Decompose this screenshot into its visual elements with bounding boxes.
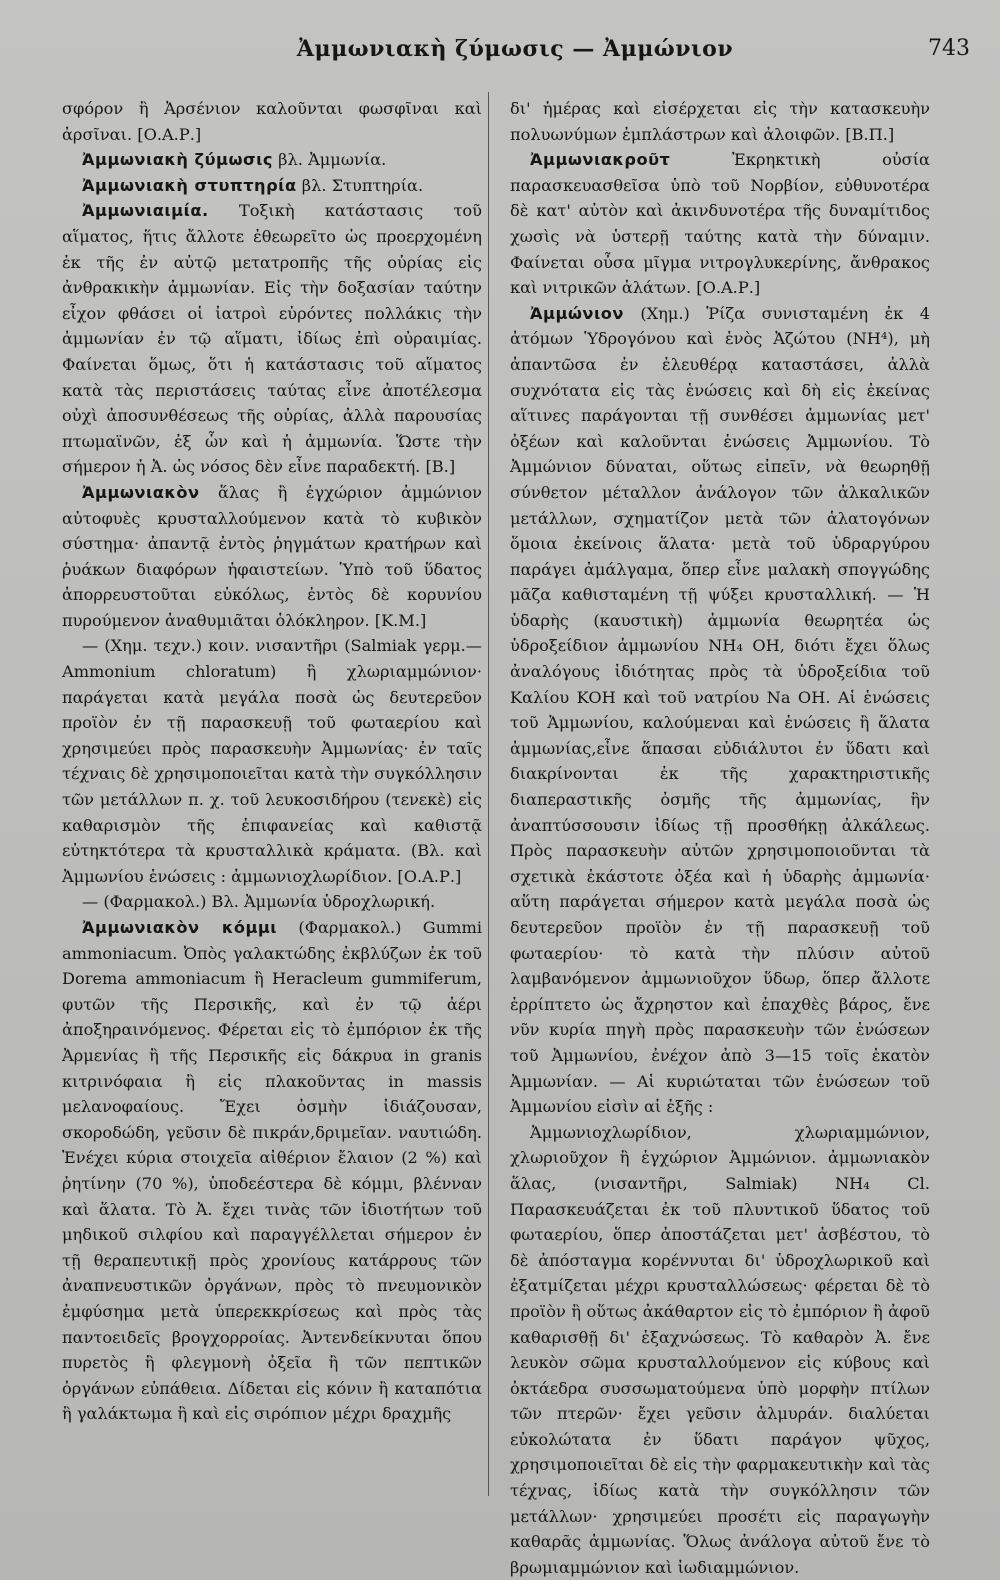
- entry-headword: Ἀμμώνιον: [530, 303, 624, 323]
- entry-paragraph: [62, 198, 482, 480]
- entry-text: Ἐκρηκτικὴ οὐσία παρασκευασθεῖσα ὑπὸ τοῦ Νορβίον, εὐθυνοτέρα δὲ κατ' αὐτὸν καὶ ἀκινδυνοτέρα τῆς δυναμίτιδος χωσὶς νὰ ὑστερῇ ταύτης κατὰ τὴν δύναμιν. Φαίνεται οὖσα μῖγμα νιτρογλυκερίνης, ἄνθρακος καὶ νιτρικῶν ἁλάτων. [Ο.Α.Ρ.]: [510, 150, 930, 298]
- entry-headword: Ἀμμωνιακὸν κόμμι: [82, 918, 278, 937]
- entry-text: ἅλας ἢ ἐγχώριον ἀμμώνιον αὐτοφυὲς κρυσταλλούμενον κατὰ τὸ κυβικὸν σύστημα· ἀπαντᾷ ἐντὸς ῥηγμάτων κρατήρων καὶ ῥυάκων διαφόρων ἡφαιστείων. Ὑπὸ τοῦ ὕδατος ἀπορρευστοῦται εὐκόλως, ἐντὸς δὲ κορυνίου πυρούμενον ἀναθυμιᾶται ὁλόκληρον. [Κ.Μ.]: [62, 482, 482, 630]
- entry-paragraph: [62, 96, 482, 147]
- entry-text: (Χημ.) Ῥίζα συνισταμένη ἐκ 4 ἀτόμων Ὑδρογόνου καὶ ἑνὸς Ἀζώτου (NH⁴), μὴ ἀπαντῶσα ἐν ἐλευθέρᾳ καταστάσει, ἀλλὰ συχνότατα εἰς τὰς ἑνώσεις καὶ δὴ εἰς ἐκείνας αἵτινες παράγονται τῇ συνθέσει ἀμμωνίας μετ' ὀξέων καὶ καλοῦνται ἑνώσεις Ἀμμωνίου. Τὸ Ἀμμώνιον δύναται, οὕτως εἰπεῖν, νὰ θεωρηθῇ σύνθετον μέταλλον ἀνάλογον τῶν ἀλκαλικῶν μετάλλων, σχηματίζον μετὰ τῶν ἁλατογόνων ὅμοια ἐκείνοις ἅλατα· μετὰ τοῦ ὑδραργύρου παράγει ἀμάλγαμα, ὅπερ εἶνε μαλακὴ σπογγώδης μᾶζα καθισταμένη τῇ ψύξει κρυσταλλική. — Ἡ ὑδαρὴς (καυστικὴ) ἀμμωνία θεωρητέα ὡς ὑδροξείδιον ἀμμωνίου NH₄ OH, διότι ἔχει ὅλως ἀναλόγους ἰδιότητας πρὸς τὰ ὑδροξείδια τοῦ Καλίου KOH καὶ τοῦ νατρίου Na OH. Αἱ ἑνώσεις τοῦ Ἀμμωνίου, καλούμεναι καὶ ἑνώσεις ἢ ἅλατα ἀμμωνίας,εἶνε ἅπασαι εὐδιάλυτοι ἐν ὕδατι καὶ διακρίνονται ἐκ τῆς χαρακτηριστικῆς διαπεραστικῆς ὀσμῆς τῆς ἀμμωνίας, ἣν ἀναπτύσσουσιν ἰδίως τῇ προσθήκῃ ἀλκάλεως. Πρὸς παρασκευὴν αὐτῶν χρησιμοποιοῦνται τὰ σχετικὰ ἑκάστοτε ὀξέα καὶ ἡ ὑδαρὴς ἀμμωνία· αὕτη παράγεται σήμερον κατὰ μεγάλα ποσὰ ὡς δευτερεῦον προϊὸν ἐν τῇ παρασκευῇ τοῦ φωταερίου· τὸ κατὰ τὴν πλύσιν αὐτοῦ λαμβανόμενον ἀμμωνιοῦχον ὕδωρ, ὅπερ ἄλλοτε ἐρρίπτετο ὡς ἄχρηστον καὶ ἐπαχθὲς βάρος, ἔνε νῦν κυρία πηγὴ πρὸς παρασκευὴν τῶν ἑνώσεων τοῦ Ἀμμωνίου, ἐνέχον ἀπὸ 3—15 τοῖς ἑκατὸν Ἀμμωνίαν. — Αἱ κυριώταται τῶν ἑνώσεων τοῦ Ἀμμωνίου εἰσὶν αἱ ἑξῆς :: [510, 303, 930, 1117]
- entry-paragraph: [62, 173, 482, 199]
- entry-paragraph: [510, 96, 930, 147]
- column-divider: [488, 92, 489, 1496]
- entry-text: σφόρον ἢ Ἀρσένιον καλοῦνται φωσφῖναι καὶ ἀρσῖναι. [Ο.Α.Ρ.]: [62, 99, 482, 144]
- entry-paragraph: [62, 915, 482, 1427]
- entry-text: — (Φαρμακολ.) Βλ. Ἀμμωνία ὑδροχλωρική.: [82, 892, 436, 912]
- entry-paragraph: [62, 889, 482, 915]
- entry-text: βλ. Ἀμμωνία.: [273, 150, 387, 170]
- page-number: 743: [928, 36, 970, 61]
- entry-paragraph: [62, 633, 482, 889]
- entry-text: Ἀμμωνιοχλωρίδιον, χλωριαμμώνιον, χλωριοῦχον ἢ ἐγχώριον Ἀμμώνιον. ἀμμωνιακὸν ἅλας, (νισαντῆρι, Salmiak) NH₄ Cl. Παρασκευάζεται ἐκ τοῦ πλυντικοῦ ὕδατος τοῦ φωταερίου, ὅπερ ἀποστάζεται μετ' ἀσβέστου, τὸ δὲ ἀπόσταγμα κορέννυται δι' ὑδροχλωρικοῦ καὶ ἐξατμίζεται μέχρι κρυσταλλώσεως· φέρεται δὲ τὸ προϊὸν ἢ οὕτως ἀκάθαρτον εἰς τὸ ἐμπόριον ἢ ἀφοῦ καθαρισθῇ δι' ἐξαχνώσεως. Τὸ καθαρὸν Ἀ. ἔνε λευκὸν σῶμα κρυσταλλούμενον εἰς κύβους καὶ ὀκτάεδρα συσσωματούμενα ὑπὸ μορφὴν πτίλων τῶν πτερῶν· ἔχει γεῦσιν ἁλμυράν. διαλύεται εὐκολώτατα ἐν ὕδατι παράγον ψῦχος, χρησιμοποιεῖται δὲ εἰς τὴν φαρμακευτικὴν καὶ τὰς τέχνας, ἰδίως κατὰ τὴν συγκόλλησιν τῶν μετάλλων· χρησιμεύει προσέτι εἰς παραγωγὴν καθαρᾶς ἀμμωνίας. Ὅλως ἀνάλογα αὐτοῦ ἔνε τὸ βρωμιαμμώνιον καὶ ἰωδιαμμώνιον.: [510, 1122, 930, 1577]
- entry-paragraph: [510, 1120, 930, 1580]
- right-column: [510, 96, 930, 1580]
- entry-headword: Ἀμμωνιακὸν: [82, 482, 200, 502]
- entry-paragraph: [510, 301, 930, 1120]
- entry-text: (Φαρμακολ.) Gummi ammoniacum. Ὀπὸς γαλακτώδης ἐκβλύζων ἐκ τοῦ Dorema ammoniacum ἢ Heracleum gummiferum, φυτῶν τῆς Περσικῆς, καὶ ἐν τῷ ἀέρι ἀποξηραινόμενος. Φέρεται εἰς τὸ ἐμπόριον ἐκ τῆς Ἀρμενίας ἢ τῆς Περσικῆς εἰς δάκρυα in granis κιτρινόφαια ἢ εἰς πλακοῦντας in massis μελανοφαίους. Ἔχει ὀσμὴν ἰδιάζουσαν, σκοροδώδη, γεῦσιν δὲ πικράν,δριμεῖαν. ναυτιώδη. Ἐνέχει κύρια στοιχεῖα αἰθέριον ἔλαιον (2 %) καὶ ῥητίνην (70 %), ὑποδεέστερα δὲ κόμμι, βλένναν καὶ ἅλατα. Τὸ Ἀ. ἔχει τινὰς τῶν ἰδιοτήτων τοῦ μηδικοῦ σιλφίου καὶ παραγγέλλεται σήμερον ἐν τῇ θεραπευτικῇ πρὸς χρονίους κατάρρους τῶν ἀναπνευστικῶν ὀργάνων, πρὸς τὸ πνευμονικὸν ἐμφύσημα μετὰ ὑπερεκκρίσεως καὶ πρὸς τὰς παντοειδεῖς βρογχορροίας. Ἀντενδείκνυται ὅπου πυρετὸς ἢ φλεγμονὴ ὀξεῖα ἢ τῶν πεπτικῶν ὀργάνων εὐπάθεια. Δίδεται εἰς κόνιν ἢ καταπότια ἢ γαλάκτωμα ἢ καὶ εἰς σιρόπιον μέχρι δραχμῆς: [62, 918, 482, 1424]
- entry-paragraph: [510, 147, 930, 301]
- entry-text: βλ. Στυπτηρία.: [296, 175, 424, 195]
- entry-paragraph: [62, 147, 482, 173]
- entry-text: Τοξικὴ κατάστασις τοῦ αἵματος, ἥτις ἄλλοτε ἐθεωρεῖτο ὡς προερχομένη ἐκ τῆς ἐν αὐτῷ μετατροπῆς τῆς οὐρίας εἰς ἀνθρακικὴν ἀμμωνίαν. Εἰς τὴν δοξασίαν ταύτην εἶχον φθάσει οἱ ἰατροὶ εὑρόντες πολλάκις τὴν ἀμμωνίαν ἐν τῷ αἵματι, ἰδίως ἐπὶ οὐραιμίας. Φαίνεται ὅμως, ὅτι ἡ κατάστασις τοῦ αἵματος κατὰ τὰς περιστάσεις ταύτας εἶνε ἀποτέλεσμα οὐχὶ ἀποσυνθέσεως τῆς οὐρίας, ἀλλὰ παρουσίας πτωμαϊνῶν, ἐξ ὧν καὶ ἡ ἀμμωνία. Ὥστε τὴν σήμερον ἡ Ἀ. ὡς νόσος δὲν εἶνε παραδεκτή. [Β.]: [62, 201, 482, 477]
- running-head: Ἀμμωνιακὴ ζύμωσις — Ἀμμώνιον: [296, 36, 734, 62]
- entry-paragraph: [62, 480, 482, 634]
- entry-text: δι' ἡμέρας καὶ εἰσέρχεται εἰς τὴν κατασκευὴν πολυωνύμων ἐμπλάστρων καὶ ἀλοιφῶν. [Β.Π.]: [510, 99, 930, 144]
- entry-headword: Ἀμμωνιακροῦτ: [530, 150, 671, 170]
- left-column: [62, 96, 482, 1427]
- page-header: [60, 36, 970, 72]
- entry-headword: Ἀμμωνιακὴ στυπτηρία: [82, 175, 297, 195]
- entry-headword: Ἀμμωνιαιμία.: [82, 201, 209, 221]
- entry-headword: Ἀμμωνιακὴ ζύμωσις: [82, 150, 274, 170]
- entry-text: — (Χημ. τεχν.) κοιν. νισαντῆρι (Salmiak γερμ.—Ammonium chloratum) ἢ χλωριαμμώνιον· παράγεται κατὰ μεγάλα ποσὰ ὡς δευτερεῦον προϊὸν ἐν τῇ παρασκευῇ τοῦ φωταερίου καὶ χρησιμεύει πρὸς παρασκευὴν Ἀμμωνίας· ἐν ταῖς τέχναις δὲ χρησιμοποιεῖται κατὰ τὴν συγκόλλησιν τῶν μετάλλων π. χ. τοῦ λευκοσιδήρου (τενεκὲ) εἰς καθαρισμὸν τῆς ἐπιφανείας καὶ καθιστᾷ εὐτηκτότερα τὰ κρυσταλλικὰ κράματα. (Βλ. καὶ Ἀμμωνίου ἑνώσεις : ἀμμωνιοχλωρίδιον. [Ο.Α.Ρ.]: [62, 636, 482, 886]
